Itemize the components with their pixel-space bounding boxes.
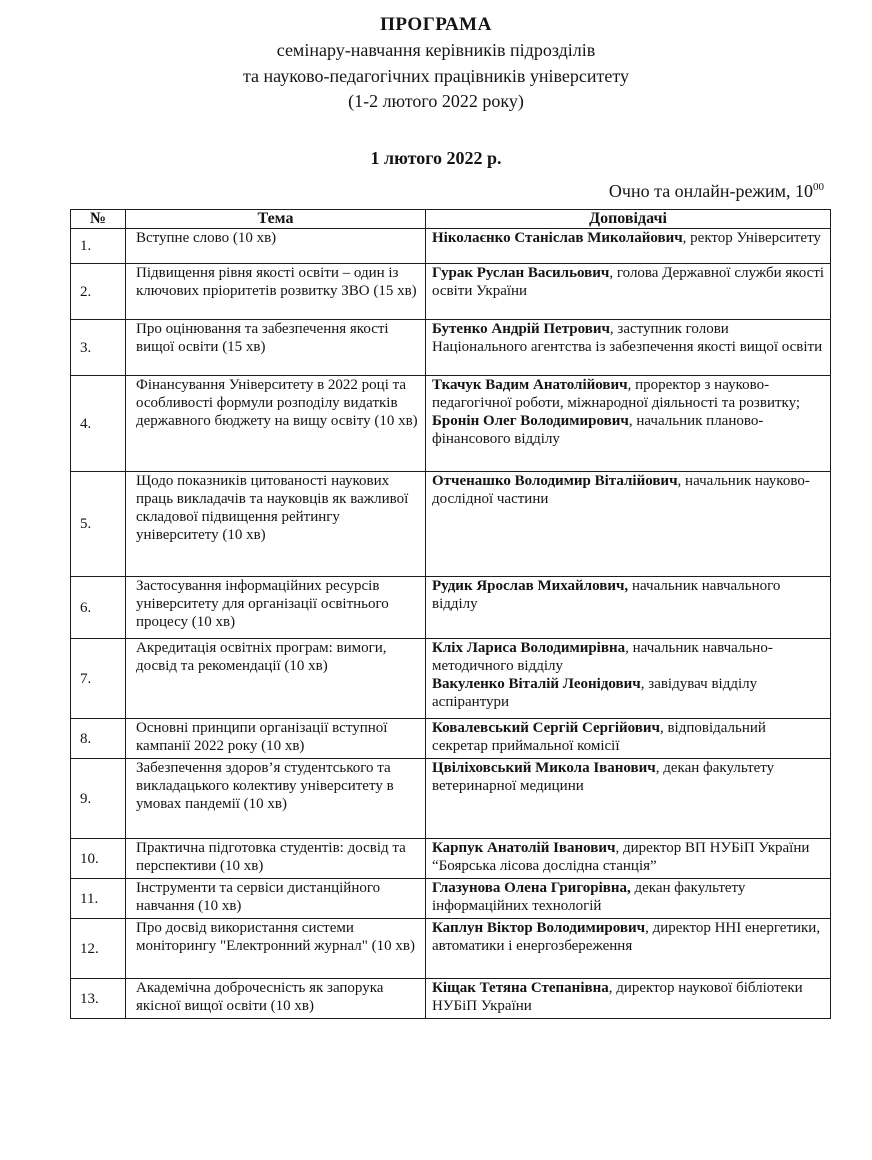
program-table [70, 209, 831, 1019]
speaker-role: , проректор з науково-педагогічної роботи, міжнародної діяльності та розвитку; [432, 377, 801, 411]
row-number: 5. [71, 472, 126, 577]
speaker-role: , голова Державної служби якості освіти України [432, 265, 825, 299]
speaker-name: Кліх Лариса Володимирівна [432, 640, 626, 656]
table-row [71, 639, 831, 719]
row-topic: Забезпечення здоров’я студентського та викладацького колективу університету в умовах пандемії (10 хв) [126, 759, 426, 839]
speaker-entry [432, 639, 825, 675]
speaker-name: Ніколаєнко Станіслав Миколайович [432, 230, 683, 246]
row-number: 4. [71, 376, 126, 472]
speaker-name: Вакуленко Віталій Леонідович [432, 676, 641, 692]
column-header-topic: Тема [126, 210, 426, 229]
subtitle-dates: (1-2 лютого 2022 року) [348, 91, 524, 111]
row-number: 11. [71, 879, 126, 919]
format-and-time [609, 181, 824, 202]
row-speakers [426, 376, 831, 472]
speaker-role: , ректор Університету [682, 230, 821, 246]
row-number: 12. [71, 919, 126, 979]
time-minutes: 00 [813, 181, 824, 193]
speaker-role: , начальник науково-дослідної частини [432, 473, 810, 507]
day-heading: 1 лютого 2022 р. [370, 148, 502, 168]
row-number: 10. [71, 839, 126, 879]
column-header-number: № [71, 210, 126, 229]
row-number: 2. [71, 264, 126, 320]
table-row [71, 577, 831, 639]
table-header-row [71, 210, 831, 229]
row-topic: Основні принципи організації вступної кампанії 2022 року (10 хв) [126, 719, 426, 759]
row-topic: Академічна доброчесність як запорука якісної вищої освіти (10 хв) [126, 979, 426, 1019]
row-number: 7. [71, 639, 126, 719]
row-topic: Про досвід використання системи моніторингу "Електронний журнал" (10 хв) [126, 919, 426, 979]
table-row [71, 759, 831, 839]
row-speakers [426, 472, 831, 577]
row-speakers [426, 639, 831, 719]
row-speakers [426, 759, 831, 839]
speaker-entry [432, 376, 825, 412]
row-topic: Щодо показників цитованості наукових праць викладачів та науковців як важливої складової підвищення рейтингу університету (10 хв) [126, 472, 426, 577]
table-row [71, 320, 831, 376]
row-speakers [426, 577, 831, 639]
row-number: 13. [71, 979, 126, 1019]
row-topic: Застосування інформаційних ресурсів університету для організації освітнього процесу (10 хв) [126, 577, 426, 639]
table-row [71, 919, 831, 979]
speaker-entry [432, 675, 825, 711]
row-topic: Про оцінювання та забезпечення якості вищої освіти (15 хв) [126, 320, 426, 376]
speaker-name: Рудик Ярослав Михайлович, [432, 578, 629, 594]
row-speakers [426, 264, 831, 320]
speaker-role: , начальник навчально-методичного відділу [432, 640, 773, 674]
speaker-name: Бутенко Андрій Петрович [432, 321, 610, 337]
row-speakers [426, 320, 831, 376]
row-topic: Вступне слово (10 хв) [126, 229, 426, 264]
format-text: Очно та онлайн-режим, 10 [608, 181, 813, 201]
row-number: 3. [71, 320, 126, 376]
row-number: 1. [71, 229, 126, 264]
speaker-name: Кіщак Тетяна Степанівна [432, 980, 609, 996]
speaker-role: начальник навчального відділу [432, 578, 781, 612]
speaker-name: Цвіліховський Микола Іванович [432, 760, 656, 776]
column-header-speakers: Доповідачі [426, 210, 831, 229]
row-number: 6. [71, 577, 126, 639]
row-topic: Акредитація освітніх програм: вимоги, досвід та рекомендації (10 хв) [126, 639, 426, 719]
table-row [71, 229, 831, 264]
table-row [71, 839, 831, 879]
row-speakers [426, 879, 831, 919]
speaker-role: , директор ВП НУБіП України “Боярська лісова дослідна станція” [432, 840, 810, 874]
speaker-name: Ковалевський Сергій Сергійович [432, 720, 660, 736]
row-topic: Підвищення рівня якості освіти – один із ключових пріоритетів розвитку ЗВО (15 хв) [126, 264, 426, 320]
row-number: 9. [71, 759, 126, 839]
speaker-name: Карпук Анатолій Іванович [432, 840, 616, 856]
speaker-role: , завідувач відділу аспірантури [432, 676, 758, 710]
subtitle-line-2: та науково-педагогічних працівників університету [242, 66, 630, 86]
speaker-name: Глазунова Олена Григорівна, [432, 880, 631, 896]
row-speakers [426, 719, 831, 759]
speaker-entry [432, 412, 825, 448]
row-speakers [426, 229, 831, 264]
row-speakers [426, 839, 831, 879]
table-row [71, 879, 831, 919]
speaker-role: , директор наукової бібліотеки НУБіП України [432, 980, 803, 1014]
row-speakers [426, 979, 831, 1019]
speaker-role: , відповідальний секретар приймальної комісії [432, 720, 766, 754]
speaker-name: Отченашко Володимир Віталійович [432, 473, 678, 489]
subtitle-line-1: семінару-навчання керівників підрозділів [276, 40, 596, 60]
table-row [71, 264, 831, 320]
speaker-role: , заступник голови Національного агентства із забезпечення якості вищої освіти [432, 321, 823, 355]
table-row [71, 376, 831, 472]
row-speakers [426, 919, 831, 979]
document-title: ПРОГРАМА [380, 14, 492, 35]
speaker-role: , декан факультету ветеринарної медицини [432, 760, 775, 794]
speaker-role: , начальник планово-фінансового відділу [432, 413, 764, 447]
speaker-role: декан факультету інформаційних технологій [432, 880, 746, 914]
table-row [71, 979, 831, 1019]
table-row [71, 472, 831, 577]
speaker-name: Бронін Олег Володимирович [432, 413, 629, 429]
speaker-name: Гурак Руслан Васильович [432, 265, 610, 281]
speaker-role: , директор ННІ енергетики, автоматики і енергозбереження [432, 920, 821, 954]
row-topic: Фінансування Університету в 2022 році та особливості формули розподілу видатків державного бюджету на вищу освіту (10 хв) [126, 376, 426, 472]
table-row [71, 719, 831, 759]
speaker-name: Ткачук Вадим Анатолійович [432, 377, 628, 393]
row-number: 8. [71, 719, 126, 759]
row-topic: Інструменти та сервіси дистанційного навчання (10 хв) [126, 879, 426, 919]
row-topic: Практична підготовка студентів: досвід та перспективи (10 хв) [126, 839, 426, 879]
speaker-name: Каплун Віктор Володимирович [432, 920, 646, 936]
